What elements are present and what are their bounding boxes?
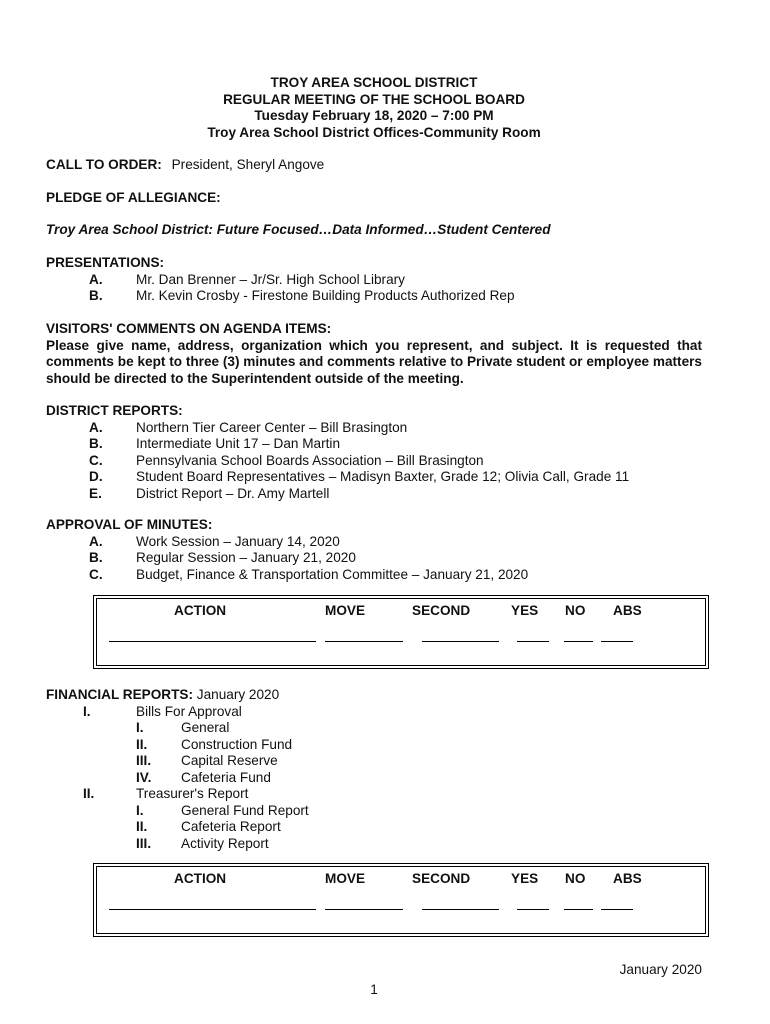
financial-label: FINANCIAL REPORTS: bbox=[46, 687, 194, 702]
agenda-header bbox=[0, 75, 748, 141]
abs-blank[interactable] bbox=[601, 909, 633, 910]
list-item: IV. Cafeteria Fund bbox=[136, 769, 271, 785]
district-motto: Troy Area School District: Future Focused…Data Informed…Student Centered bbox=[46, 222, 551, 237]
financial-heading bbox=[46, 687, 706, 704]
list-item: III. Capital Reserve bbox=[136, 753, 278, 768]
vote-header-abs: ABS bbox=[613, 871, 642, 886]
action-blank[interactable] bbox=[109, 641, 316, 642]
no-blank[interactable] bbox=[564, 641, 593, 642]
list-item: I. General bbox=[136, 720, 230, 735]
list-item: D. Student Board Representatives – Madisyn Baxter, Grade 12; Olivia Call, Grade 11 bbox=[89, 469, 630, 484]
district-name: TROY AREA SCHOOL DISTRICT bbox=[270, 75, 478, 90]
meeting-location: Troy Area School District Offices-Community Room bbox=[207, 124, 541, 140]
visitors-label: VISITORS' COMMENTS ON AGENDA ITEMS: bbox=[46, 321, 332, 336]
vote-table-minutes bbox=[96, 598, 706, 666]
vote-header-move: MOVE bbox=[325, 871, 366, 886]
visitors-section bbox=[46, 321, 702, 387]
call-to-order-label: CALL TO ORDER: bbox=[46, 157, 162, 172]
vote-header-no: NO bbox=[565, 871, 586, 886]
yes-blank[interactable] bbox=[517, 641, 549, 642]
abs-blank[interactable] bbox=[601, 641, 633, 642]
list-item: A. Work Session – January 14, 2020 bbox=[89, 533, 340, 549]
list-item: II. Construction Fund bbox=[136, 736, 293, 752]
vote-table-financial bbox=[96, 866, 706, 934]
minutes-section bbox=[46, 517, 706, 583]
district-reports-section bbox=[46, 403, 706, 502]
financial-period: January 2020 bbox=[196, 687, 280, 702]
list-item: B. Regular Session – January 21, 2020 bbox=[89, 550, 356, 565]
vote-header-action: ACTION bbox=[174, 871, 227, 886]
financial-section bbox=[46, 687, 706, 852]
second-blank[interactable] bbox=[422, 909, 499, 910]
list-item: B. Mr. Kevin Crosby - Firestone Building Products Authorized Rep bbox=[89, 288, 515, 303]
move-blank[interactable] bbox=[325, 641, 403, 642]
vote-header-abs: ABS bbox=[613, 603, 642, 618]
pledge-label: PLEDGE OF ALLEGIANCE: bbox=[46, 190, 221, 205]
list-item: B. Intermediate Unit 17 – Dan Martin bbox=[89, 436, 341, 451]
list-item: E. District Report – Dr. Amy Martell bbox=[89, 485, 330, 501]
vote-header-second: SECOND bbox=[412, 603, 471, 618]
list-item: II. Cafeteria Report bbox=[136, 819, 281, 834]
meeting-date: Tuesday February 18, 2020 – 7:00 PM bbox=[254, 108, 494, 123]
list-item: A. Northern Tier Career Center – Bill Brasington bbox=[89, 419, 408, 435]
list-item: III. Activity Report bbox=[136, 835, 269, 851]
yes-blank[interactable] bbox=[517, 909, 549, 910]
call-to-order-text: President, Sheryl Angove bbox=[171, 157, 325, 172]
district-reports-label: DISTRICT REPORTS: bbox=[46, 403, 183, 418]
move-blank[interactable] bbox=[325, 909, 403, 910]
presentations-label: PRESENTATIONS: bbox=[46, 255, 165, 270]
list-item: C. Pennsylvania School Boards Association – Bill Brasington bbox=[89, 452, 484, 468]
action-blank[interactable] bbox=[109, 909, 316, 910]
vote-header-move: MOVE bbox=[325, 603, 366, 618]
minutes-label: APPROVAL OF MINUTES: bbox=[46, 517, 213, 532]
meeting-title: REGULAR MEETING OF THE SCHOOL BOARD bbox=[223, 91, 525, 107]
no-blank[interactable] bbox=[564, 909, 593, 910]
visitors-instructions: Please give name, address, organization which you represent, and subject. It is requested that comments be kept to three (3) minutes and comments relative to Private student or employee matters should be directed to the Superintendent outside of the meeting. bbox=[46, 337, 702, 386]
list-item: II. Treasurer's Report bbox=[83, 786, 249, 801]
second-blank[interactable] bbox=[422, 641, 499, 642]
page-number: 1 bbox=[370, 982, 378, 997]
vote-header-yes: YES bbox=[511, 603, 539, 618]
list-item: I. General Fund Report bbox=[136, 802, 309, 818]
footer-date: January 2020 bbox=[619, 962, 702, 977]
vote-header-second: SECOND bbox=[412, 871, 471, 886]
list-item: A. Mr. Dan Brenner – Jr/Sr. High School Library bbox=[89, 271, 405, 287]
presentations-section bbox=[46, 255, 706, 305]
vote-header-action: ACTION bbox=[174, 603, 227, 618]
vote-header-yes: YES bbox=[511, 871, 539, 886]
list-item: I. Bills For Approval bbox=[83, 703, 242, 719]
vote-header-no: NO bbox=[565, 603, 586, 618]
call-to-order bbox=[46, 157, 324, 174]
list-item: C. Budget, Finance & Transportation Committee – January 21, 2020 bbox=[89, 566, 529, 582]
